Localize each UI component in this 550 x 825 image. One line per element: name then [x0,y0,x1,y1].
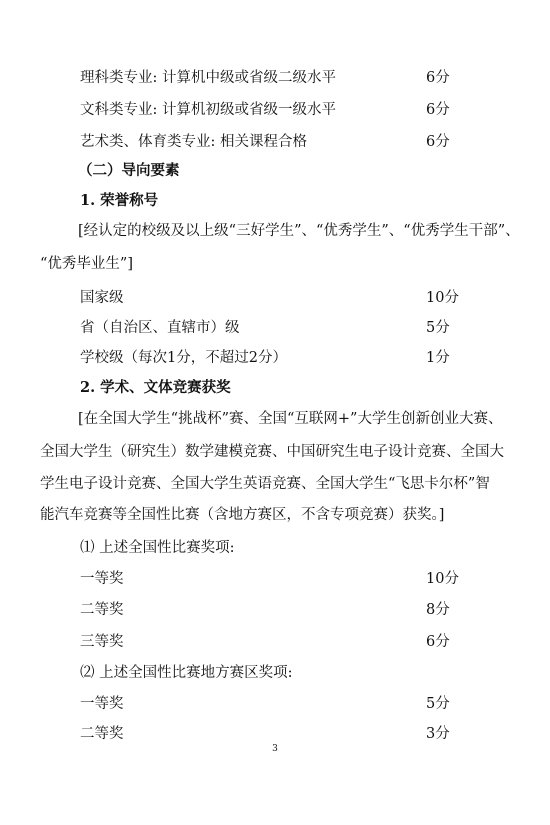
honors-note-line: [经认定的校级及以上级“三好学生”、“优秀学生”、“优秀学生干部”、 [78,223,520,239]
award-score: 3分 [426,726,450,742]
honor-label: 学校级（每次1分，不超过2分） [80,350,287,366]
award-label: 一等奖 [80,696,124,712]
award-score: 8分 [426,602,450,618]
requirement-label: 理科类专业: 计算机中级或省级二级水平 [80,70,336,86]
competitions-note-line: 全国大学生（研究生）数学建模竞赛、中国研究生电子设计竞赛、全国大 [40,444,504,460]
honors-title: 1. 荣誉称号 [80,192,159,209]
requirement-score: 6分 [426,102,450,118]
competitions-note-line: [在全国大学生“挑战杯”赛、全国“互联网+”大学生创新创业大赛、 [78,411,503,427]
award-label: 三等奖 [80,634,124,650]
honor-label: 省（自治区、直辖市）级 [80,320,240,336]
competitions-note-line: 能汽车竞赛等全国性比赛（含地方赛区，不含专项竞赛）获奖。] [40,507,445,523]
regional-awards-title: ⑵ 上述全国性比赛地方赛区奖项: [80,665,293,681]
award-score: 6分 [426,634,450,650]
requirement-score: 6分 [426,70,450,86]
requirement-label: 文科类专业: 计算机初级或省级一级水平 [80,102,336,118]
competitions-note-line: 学生电子设计竞赛、全国大学生英语竞赛、全国大学生“飞思卡尔杯”智 [40,476,490,492]
national-awards-title: ⑴ 上述全国性比赛奖项: [80,540,235,556]
honors-note-line: “优秀毕业生”] [40,256,133,272]
honor-score: 10分 [426,290,459,306]
requirement-score: 6分 [426,134,450,150]
page-number: 3 [272,744,278,754]
section-title: （二）导向要素 [78,162,180,179]
honor-score: 1分 [426,350,450,366]
award-score: 5分 [426,696,450,712]
award-label: 二等奖 [80,726,124,742]
competitions-title: 2. 学术、文体竞赛获奖 [80,379,231,396]
honor-score: 5分 [426,320,450,336]
award-label: 二等奖 [80,602,124,618]
requirement-label: 艺术类、体育类专业: 相关课程合格 [80,134,307,150]
award-label: 一等奖 [80,571,124,587]
honor-label: 国家级 [80,290,124,306]
award-score: 10分 [426,571,459,587]
